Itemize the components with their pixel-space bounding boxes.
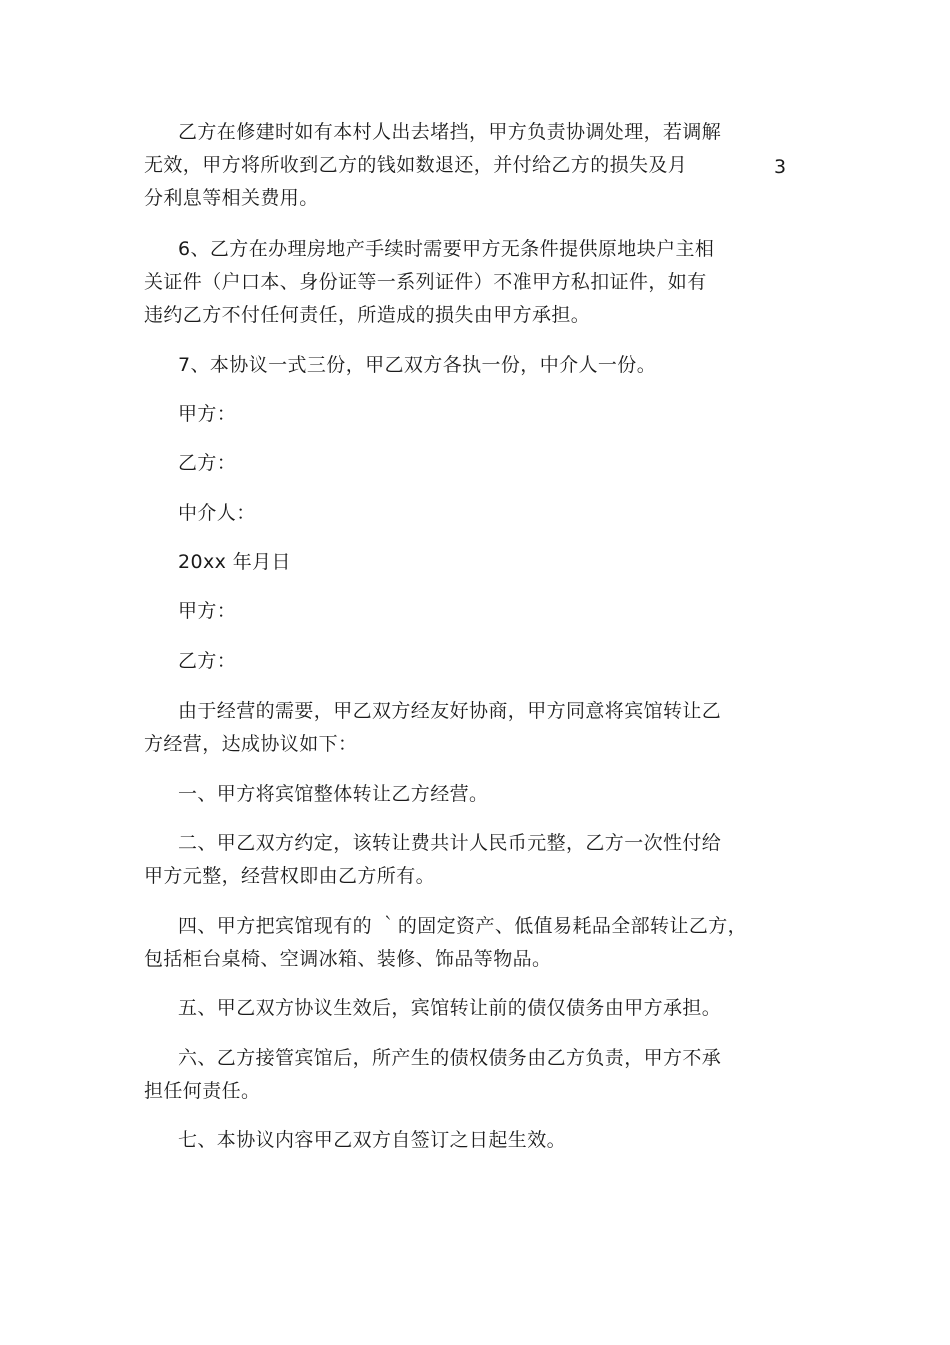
paragraph-line: 包括柜台桌椅、空调冰箱、装修、饰品等物品。 — [144, 948, 552, 970]
paragraph-line: 方经营，达成协议如下： — [144, 733, 358, 755]
paragraph-line: 五、甲乙双方协议生效后，宾馆转让前的债仅债务由甲方承担。 — [178, 997, 722, 1019]
paragraph-line: 关证件（户口本、身份证等一系列证件）不准甲方私扣证件，如有 — [144, 271, 707, 293]
paragraph-line: 分利息等相关费用。 — [144, 187, 319, 209]
signature-label: 乙方： — [178, 650, 237, 672]
paragraph-line: 乙方在修建时如有本村人出去堵挡，甲方负责协调处理，若调解 — [178, 121, 722, 143]
paragraph-line: 7、本协议一式三份，甲乙双方各执一份，中介人一份。 — [178, 354, 657, 376]
signature-label: 乙方： — [178, 452, 237, 474]
paragraph-line: 违约乙方不付任何责任，所造成的损失由甲方承担。 — [144, 304, 591, 326]
paragraph-line: 二、甲乙双方约定，该转让费共计人民币元整，乙方一次性付给 — [178, 832, 722, 854]
paragraph-line: 担任何责任。 — [144, 1080, 261, 1102]
date-line: 20xx 年月日 — [178, 551, 291, 573]
paragraph-line: 无效，甲方将所收到乙方的钱如数退还，并付给乙方的损失及月 — [144, 154, 688, 176]
paragraph-line: 四、甲方把宾馆现有的 ｀的固定资产、低值易耗品全部转让乙方， — [178, 915, 748, 937]
paragraph-line: 甲方元整，经营权即由乙方所有。 — [144, 865, 436, 887]
paragraph-line: 由于经营的需要，甲乙双方经友好协商，甲方同意将宾馆转让乙 — [178, 700, 722, 722]
signature-label: 甲方： — [178, 600, 237, 622]
paragraph-line: 七、本协议内容甲乙双方自签订之日起生效。 — [178, 1129, 567, 1151]
paragraph-number: 3 — [774, 156, 787, 178]
paragraph-line: 六、乙方接管宾馆后，所产生的债权债务由乙方负责，甲方不承 — [178, 1047, 722, 1069]
signature-label: 中介人： — [178, 502, 256, 524]
signature-label: 甲方： — [178, 403, 237, 425]
paragraph-line: 一、甲方将宾馆整体转让乙方经营。 — [178, 783, 489, 805]
paragraph-line: 6、乙方在办理房地产手续时需要甲方无条件提供原地块户主相 — [178, 238, 715, 260]
